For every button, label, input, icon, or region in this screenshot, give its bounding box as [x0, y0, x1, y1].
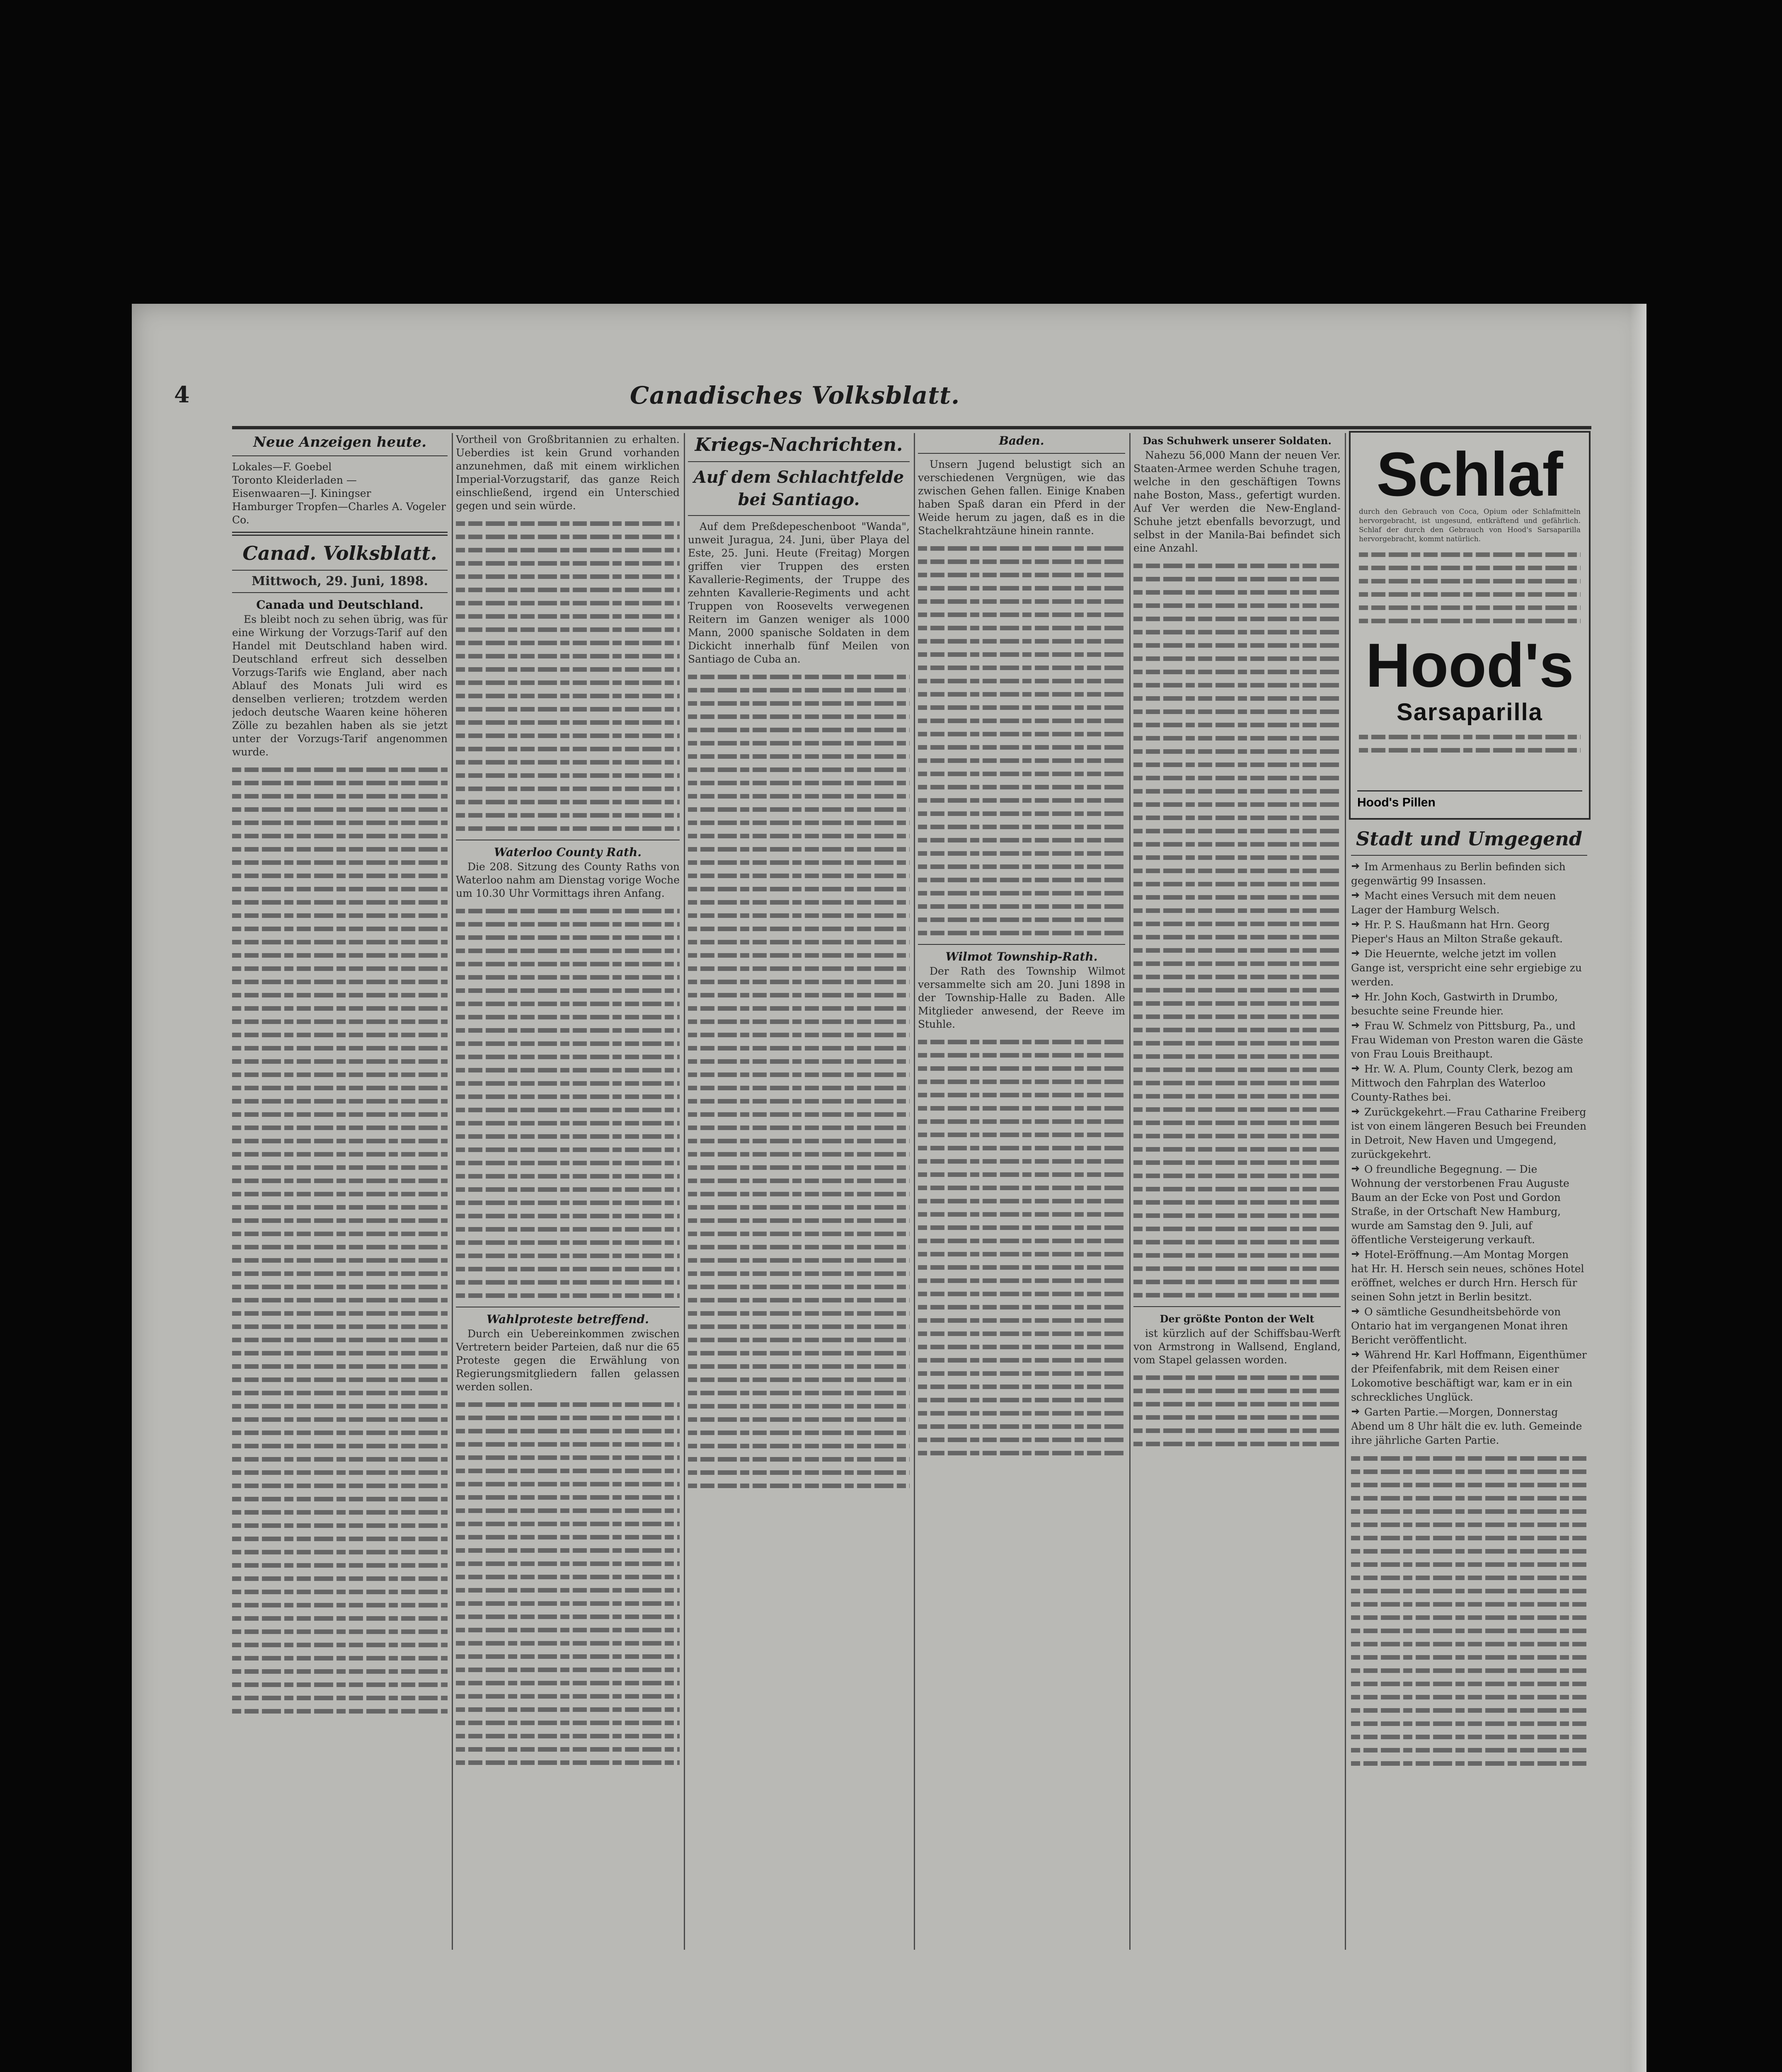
article-body	[232, 767, 448, 1714]
ad-headline-schlaf: Schlaf	[1376, 439, 1563, 509]
news-item: Hr. John Koch, Gastwirth in Drumbo, besuchte seine Freunde hier.	[1351, 991, 1558, 1017]
pointing-hand-icon	[1351, 1162, 1361, 1171]
column-5	[1133, 433, 1341, 1950]
column-1	[232, 433, 448, 1950]
paper-title: Canad. Volksblatt.	[242, 542, 437, 564]
local-news-list	[1351, 860, 1587, 1447]
article-text: ist kürzlich auf der Schiffsbau-Werft von Armstrong in Wallsend, England, vom Stapel gelassen worden.	[1133, 1327, 1341, 1366]
hoods-advertisement	[1349, 431, 1591, 820]
list-item	[1351, 1248, 1587, 1304]
article-body	[918, 546, 1125, 935]
ad-body-filler	[1351, 552, 1589, 623]
column-divider	[1345, 433, 1346, 1950]
new-ads-heading: Neue Anzeigen heute.	[253, 434, 427, 450]
article-body	[456, 909, 680, 1298]
list-item	[1351, 947, 1587, 989]
baden-heading: Baden.	[999, 434, 1044, 448]
column-4	[918, 433, 1125, 1950]
article-text: Es bleibt noch zu sehen übrig, was für eine Wirkung der Vorzugs-Tarif auf den Handel mit Deutschland haben wird. Deutschland erfreut sich desselben Vorzugs-Tarifs wie England, aber nach Ablauf des Monats Juli wird es denselben verlieren; trotzdem werden jedoch deutsche Waaren keine höheren Zölle zu bezahlen haben als sie jetzt unter der Vorzugs-Tarif angenommen wurde.	[232, 613, 448, 758]
pointing-hand-icon	[1351, 1248, 1361, 1256]
page-number: 4	[174, 381, 190, 408]
column-divider	[1129, 433, 1131, 1950]
list-item	[1351, 1305, 1587, 1347]
masthead	[174, 381, 1583, 427]
article-text: Der Rath des Township Wilmot versammelte sich am 20. Juni 1898 in der Township-Halle zu Baden. Alle Mitglieder anwesend, der Reeve im Stuhle.	[918, 965, 1125, 1030]
new-ad-item: Eisenwaaren—J. Kiningser	[232, 487, 371, 499]
news-item: Hr. W. A. Plum, County Clerk, bezog am Mittwoch den Fahrplan des Waterloo County-Rathes bei.	[1351, 1063, 1573, 1103]
news-item: Während Hr. Karl Hoffmann, Eigenthümer der Pfeifenfabrik, mit dem Reisen einer Lokomotive beschäftigt war, kam er in ein schreckliches Unglück.	[1351, 1349, 1587, 1403]
news-item: Macht eines Versuch mit dem neuen Lager der Hamburg Welsch.	[1351, 890, 1556, 916]
news-item: O freundliche Begegnung. — Die Wohnung der verstorbenen Frau Auguste Baum an der Ecke von Post und Gordon Straße, in der Ortschaft New Hamburg, wurde am Samstag den 9. Juli, auf öffentliche Versteigerung verkauft.	[1351, 1163, 1569, 1246]
pointing-hand-icon	[1351, 860, 1361, 868]
rule	[918, 453, 1125, 454]
article-text: Auf dem Preßdepeschenboot "Wanda", unweit Juragua, 24. Juni, über Playa del Este, 25. Juni. Heute (Freitag) Morgen griffen vier Truppen des ersten Kavallerie-Regiments, der Truppe des zehnten Kavallerie-Regiments und acht Truppen von Roosevelts verwegenen Reitern im Ganzen weniger als 1000 Mann, 2000 spanische Soldaten in dem Dickicht innerhalb fünf Meilen von Santiago de Cuba an.	[688, 520, 910, 665]
rule	[1133, 1306, 1341, 1307]
pointing-hand-icon	[1351, 1019, 1361, 1027]
news-item: Die Heuernte, welche jetzt im vollen Gange ist, verspricht eine sehr ergiebige zu werden.	[1351, 948, 1582, 988]
new-ads-list	[232, 460, 448, 527]
rule	[688, 461, 910, 462]
new-ad-item: Lokales—F. Goebel	[232, 461, 332, 473]
war-news-subheading: Auf dem Schlachtfelde bei Santiago.	[693, 467, 904, 509]
ad-brand-hoods: Hood's	[1366, 630, 1574, 700]
list-item	[1351, 1019, 1587, 1061]
list-item	[1351, 860, 1587, 888]
article-body	[456, 521, 680, 831]
list-item	[1351, 1162, 1587, 1247]
column-divider	[684, 433, 685, 1950]
news-item: Hr. P. S. Haußmann hat Hrn. Georg Pieper's Haus an Milton Straße gekauft.	[1351, 919, 1563, 945]
list-item	[1351, 918, 1587, 946]
wahlproteste-heading: Wahlproteste betreffend.	[487, 1312, 649, 1326]
column-divider	[452, 433, 453, 1950]
article-body	[918, 1040, 1125, 1455]
article-body	[1351, 1456, 1587, 1766]
article-title: Canada und Deutschland.	[256, 598, 424, 612]
pointing-hand-icon	[1351, 889, 1361, 897]
ad-footer-filler	[1351, 735, 1589, 753]
news-item: Garten Partie.—Morgen, Donnerstag Abend um 8 Uhr hält die ev. luth. Gemeinde ihre jährliche Garten Partie.	[1351, 1406, 1582, 1446]
ponton-heading: Der größte Ponton der Welt	[1160, 1313, 1315, 1325]
ad-body-text: durch den Gebrauch von Coca, Opium oder Schlafmitteln hervorgebracht, ist ungesund, entkräftend und gefährlich. Schlaf der durch den Gebrauch von Hood's Sarsaparilla hervorgebracht, kommt natürlich.	[1359, 508, 1581, 543]
masthead-rule	[232, 426, 1591, 429]
article-text: Durch ein Uebereinkommen zwischen Vertretern beider Parteien, daß nur die 65 Proteste gegen die Erwählung von Regierungsmitgliedern fallen gelassen werden sollen.	[456, 1328, 680, 1393]
new-ad-item: Toronto Kleiderladen —	[232, 474, 357, 486]
rule	[232, 592, 448, 593]
list-item	[1351, 1105, 1587, 1162]
column-2	[456, 433, 680, 1950]
news-item: Zurückgekehrt.—Frau Catharine Freiberg ist von einem längeren Besuch bei Freunden in Detroit, New Haven und Umgegend, zurückgekehrt.	[1351, 1106, 1587, 1160]
paper-name: Canadisches Volksblatt.	[630, 381, 960, 409]
pointing-hand-icon	[1351, 947, 1361, 955]
waterloo-heading: Waterloo County Rath.	[494, 845, 642, 859]
column-6	[1351, 827, 1587, 1950]
news-item: Im Armenhaus zu Berlin befinden sich gegenwärtig 99 Insassen.	[1351, 861, 1566, 887]
pointing-hand-icon	[1351, 1348, 1361, 1356]
article-text: Vortheil von Großbritannien zu erhalten. Ueberdies ist kein Grund vorhanden anzunehmen, daß mit einem wirklichen Imperial-Vorzugstarif, das ganze Reich einschließend, irgend ein Unterschied gegen und sein würde.	[456, 433, 680, 512]
pointing-hand-icon	[1351, 918, 1361, 926]
wilmot-heading: Wilmot Township-Rath.	[945, 950, 1098, 963]
ad-pillen: Hood's Pillen	[1357, 790, 1582, 810]
news-item: Hotel-Eröffnung.—Am Montag Morgen hat Hr. H. Hersch sein neues, schönes Hotel eröffnet, welches er durch Hrn. Hersch für seinen Sohn jetzt in Berlin besitzt.	[1351, 1249, 1584, 1303]
issue-date: Mittwoch, 29. Juni, 1898.	[252, 574, 428, 588]
rule	[232, 455, 448, 456]
local-news-heading: Stadt und Umgegend	[1356, 828, 1583, 850]
article-body	[688, 675, 910, 1488]
list-item	[1351, 990, 1587, 1018]
article-body	[456, 1402, 680, 1765]
pointing-hand-icon	[1351, 1105, 1361, 1113]
schuhwerk-heading: Das Schuhwerk unserer Soldaten.	[1143, 435, 1332, 447]
article-text: Unsern Jugend belustigt sich an verschiedenen Vergnügen, wie das zwischen Gehen fallen. Einige Knaben haben Spaß daran ein Pferd in der Weide herum zu jagen, daß es in die Stachelkrahtzäune hinein rannte.	[918, 458, 1125, 537]
pointing-hand-icon	[1351, 1062, 1361, 1070]
rule	[232, 570, 448, 571]
column-3	[688, 433, 910, 1950]
new-ad-item: Hamburger Tropfen—Charles A. Vogeler Co.	[232, 501, 446, 526]
rule	[1351, 855, 1587, 856]
rule	[918, 944, 1125, 945]
rule	[232, 532, 448, 536]
column-divider	[914, 433, 915, 1950]
war-news-heading: Kriegs-Nachrichten.	[695, 434, 903, 455]
article-text: Die 208. Sitzung des County Raths von Waterloo nahm am Dienstag vorige Woche um 10.30 Uhr Vormittags ihren Anfang.	[456, 861, 680, 899]
article-text: Nahezu 56,000 Mann der neuen Ver. Staaten-Armee werden Schuhe tragen, welche in den geschäftigen Towns nahe Boston, Mass., gefertigt wurden. Auf Ver werden die New-England-Schuhe jetzt ebenfalls bevorzugt, und selbst in der Manila-Bai befindet sich eine Anzahl.	[1133, 449, 1341, 554]
article-body	[1133, 1375, 1341, 1446]
pointing-hand-icon	[1351, 1405, 1361, 1414]
news-item: O sämtliche Gesundheitsbehörde von Ontario hat im vergangenen Monat ihren Bericht veröffentlicht.	[1351, 1306, 1568, 1346]
article-body	[1133, 564, 1341, 1297]
news-item: Frau W. Schmelz von Pittsburg, Pa., und Frau Wideman von Preston waren die Gäste von Frau Louis Breithaupt.	[1351, 1020, 1583, 1060]
pointing-hand-icon	[1351, 990, 1361, 998]
list-item	[1351, 889, 1587, 917]
rule	[688, 515, 910, 516]
list-item	[1351, 1405, 1587, 1447]
list-item	[1351, 1348, 1587, 1404]
list-item	[1351, 1062, 1587, 1104]
ad-brand-sarsaparilla: Sarsaparilla	[1397, 699, 1543, 726]
pointing-hand-icon	[1351, 1305, 1361, 1313]
